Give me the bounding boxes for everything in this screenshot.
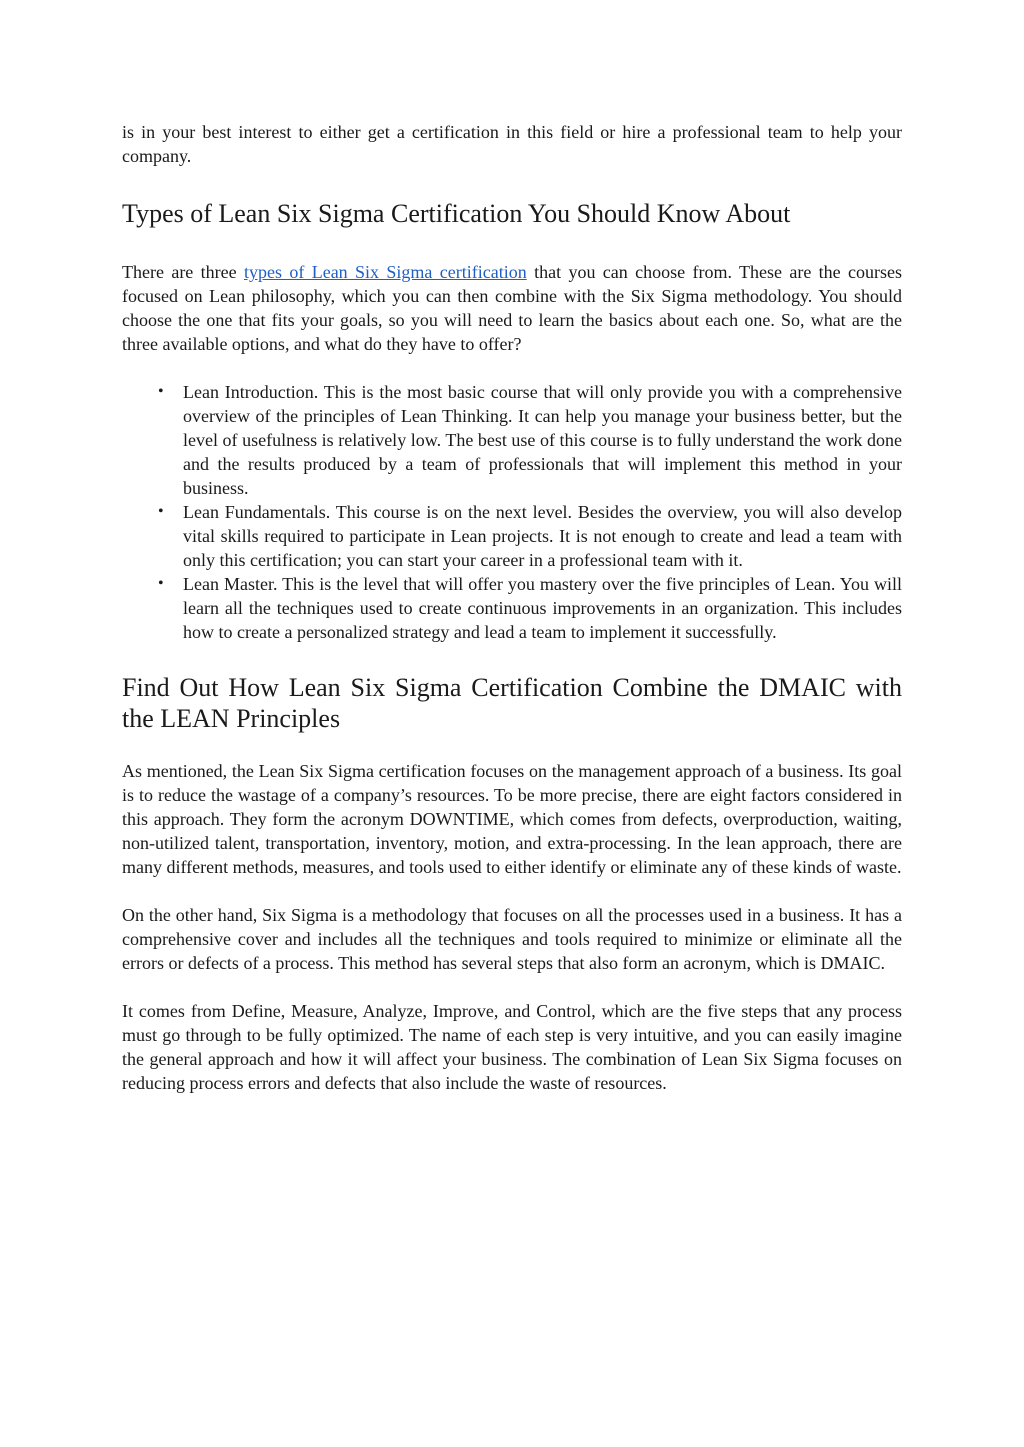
document-page (122, 120, 902, 1095)
dmaic-paragraph-six-sigma: On the other hand, Six Sigma is a methodology that focuses on all the processes used in a business. It has a comprehensive cover and includes all the techniques and tools required to minimize or eliminate all the errors or defects of a process. This method has several steps that also form an acronym, which is DMAIC. (122, 905, 902, 973)
types-paragraph (122, 260, 902, 356)
types-certification-link[interactable]: types of Lean Six Sigma certification (244, 262, 527, 282)
bullet-icon: • (158, 503, 164, 520)
types-paragraph-end: that you can choose from. These are the courses focused on Lean philosophy, which you can then combine with the Six Sigma methodology. You should choose the one that fits your goals, so you will need to learn the basics about each one. So, what are the three available options, and what do they have to offer? (122, 262, 903, 354)
list-item-text: Lean Introduction. This is the most basic course that will only provide you with a comprehensive overview of the principles of Lean Thinking. It can help you manage your business better, but the level of usefulness is relatively low. The best use of this course is to fully understand the work done and the results produced by a team of professionals that will implement this method in your business. (183, 382, 902, 498)
list-item-text: Lean Master. This is the level that will offer you mastery over the five principles of Lean. You will learn all the techniques used to create continuous improvements in an organization. This includes how to create a personalized strategy and lead a team to implement it successfully. (183, 574, 902, 642)
list-item-text: Lean Fundamentals. This course is on the next level. Besides the overview, you will also develop vital skills required to participate in Lean projects. It is not enough to create and lead a team with only this certification; you can start your career in a professional team with it. (183, 502, 902, 570)
certification-types-list (122, 380, 902, 644)
list-item-lean-master (158, 572, 902, 644)
bullet-icon: • (158, 383, 164, 400)
list-item-lean-fundamentals (158, 500, 902, 572)
section-heading-dmaic: Find Out How Lean Six Sigma Certification Combine the DMAIC with the LEAN Principles (122, 673, 902, 733)
section-heading-types: Types of Lean Six Sigma Certification You Should Know About (122, 199, 791, 228)
dmaic-paragraph-steps: It comes from Define, Measure, Analyze, Improve, and Control, which are the five steps that any process must go through to be fully optimized. The name of each step is very intuitive, and you can easily imagine the general approach and how it will affect your business. The combination of Lean Six Sigma focuses on reducing process errors and defects that also include the waste of resources. (122, 1001, 902, 1093)
bullet-icon: • (158, 575, 164, 592)
list-item-lean-introduction (158, 380, 902, 500)
dmaic-paragraph-lean: As mentioned, the Lean Six Sigma certification focuses on the management approach of a business. Its goal is to reduce the wastage of a company’s resources. To be more precise, there are eight factors considered in this approach. They form the acronym DOWNTIME, which comes from defects, overproduction, waiting, non-utilized talent, transportation, inventory, motion, and extra-processing. In the lean approach, there are many different methods, measures, and tools used to either identify or eliminate any of these kinds of waste. (122, 761, 902, 877)
intro-paragraph: is in your best interest to either get a certification in this field or hire a professional team to help your company. (122, 122, 902, 166)
types-paragraph-start: There are three (122, 262, 244, 282)
